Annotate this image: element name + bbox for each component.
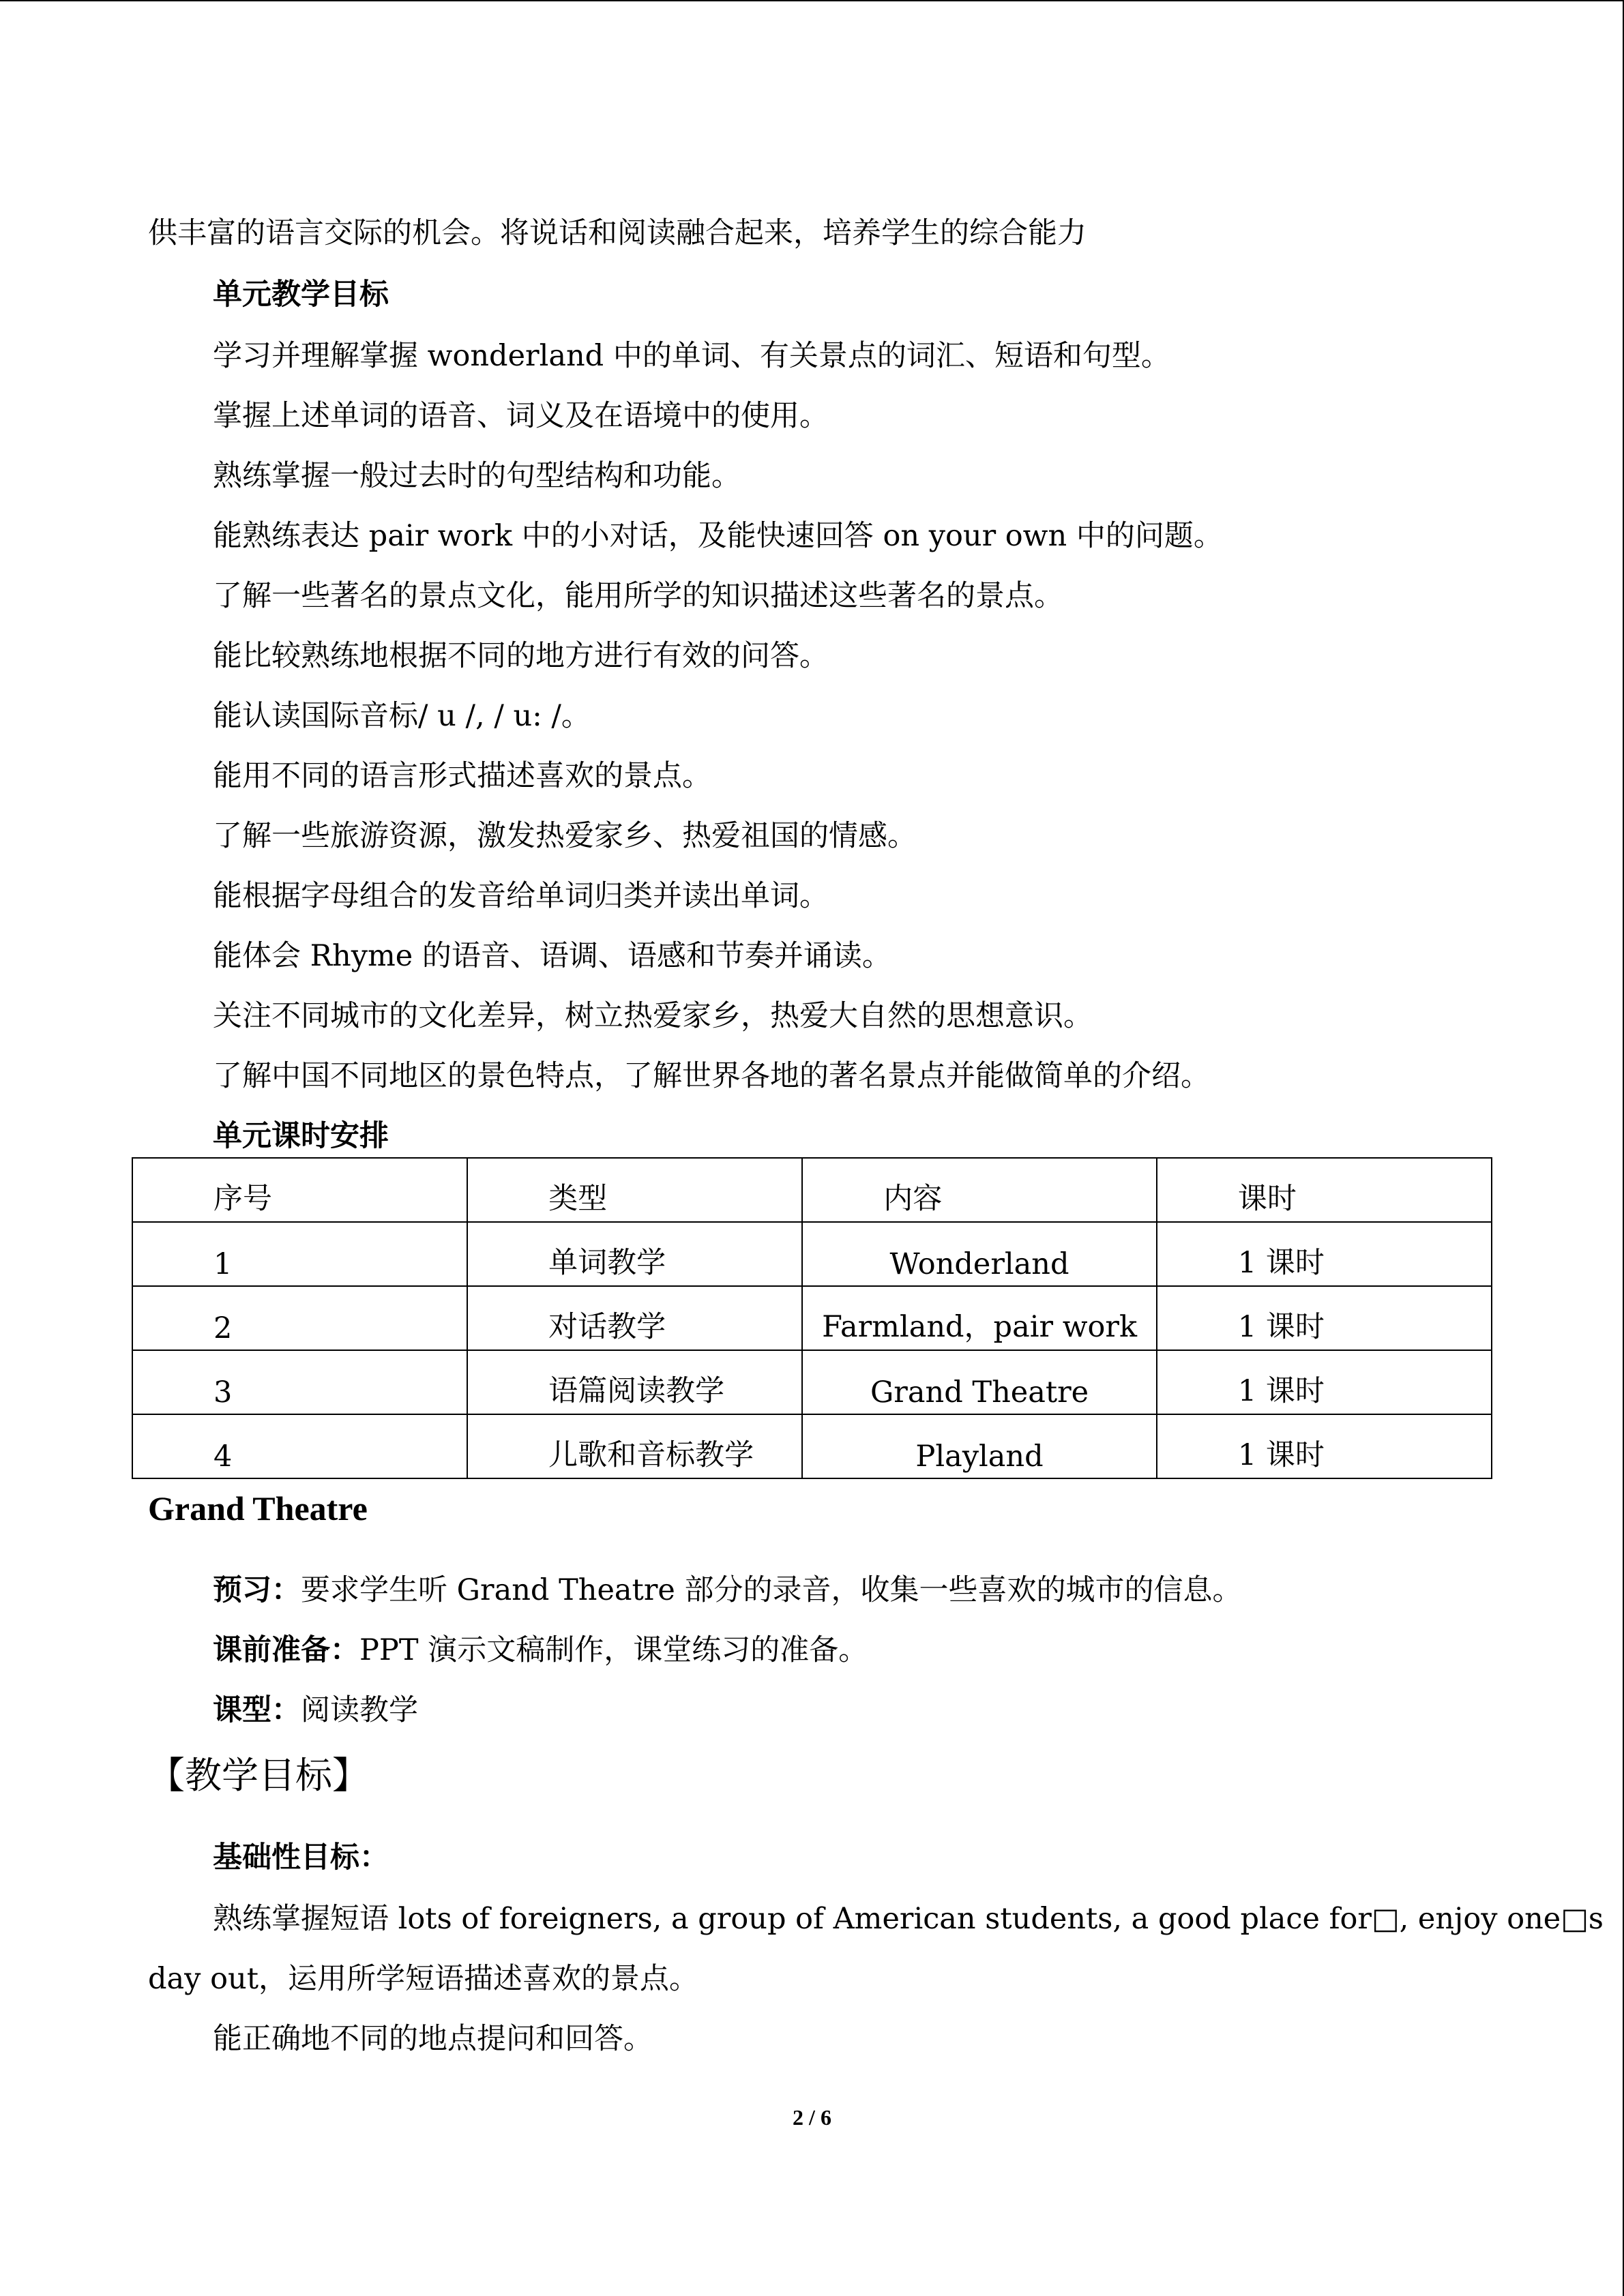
unit-goal-item: 能用不同的语言形式描述喜欢的景点。	[213, 759, 711, 793]
intro-tail: 供丰富的语言交际的机会。将说话和阅读融合起来，培养学生的综合能力	[148, 216, 1087, 250]
table-row	[132, 1286, 1492, 1350]
table-cell: Wonderland	[802, 1222, 1157, 1286]
table-cell: 1 课时	[1157, 1222, 1492, 1286]
preview-line	[213, 1570, 1242, 1611]
table-cell: 1 课时	[1157, 1286, 1492, 1350]
table-header-row	[132, 1158, 1492, 1222]
header-cell: 课时	[1157, 1158, 1492, 1222]
table-row	[132, 1414, 1492, 1478]
table-row	[132, 1222, 1492, 1286]
prep-label: 课前准备：	[213, 1633, 359, 1667]
type-label: 课型：	[213, 1693, 301, 1727]
unit-goal-item: 学习并理解掌握 wonderland 中的单词、有关景点的词汇、短语和句型。	[213, 339, 1170, 373]
table-cell: 4	[132, 1414, 467, 1478]
unit-goal-item: 了解一些旅游资源，激发热爱家乡、热爱祖国的情感。	[213, 819, 917, 853]
prep-line	[213, 1630, 868, 1671]
unit-goal-item: 能比较熟练地根据不同的地方进行有效的问答。	[213, 639, 829, 673]
objectives-heading: 【教学目标】	[148, 1754, 369, 1797]
preview-text: 要求学生听 Grand Theatre 部分的录音，收集一些喜欢的城市的信息。	[301, 1573, 1242, 1607]
unit-goal-item: 能体会 Rhyme 的语音、语调、语感和节奏并诵读。	[213, 939, 891, 973]
type-line	[213, 1690, 418, 1731]
header-cell: 内容	[802, 1158, 1157, 1222]
prep-text: PPT 演示文稿制作，课堂练习的准备。	[359, 1633, 868, 1667]
table-row	[132, 1350, 1492, 1414]
table-cell: 对话教学	[467, 1286, 802, 1350]
table-cell: 1 课时	[1157, 1350, 1492, 1414]
unit-goal-item: 熟练掌握一般过去时的句型结构和功能。	[213, 459, 741, 493]
table-cell: Farmland，pair work	[802, 1286, 1157, 1350]
preview-label: 预习：	[213, 1573, 301, 1607]
unit-goal-item: 了解中国不同地区的景色特点，了解世界各地的著名景点并能做简单的介绍。	[213, 1059, 1210, 1093]
header-cell: 序号	[132, 1158, 467, 1222]
table-cell: 语篇阅读教学	[467, 1350, 802, 1414]
table-cell: 1 课时	[1157, 1414, 1492, 1478]
header-cell: 类型	[467, 1158, 802, 1222]
type-text: 阅读教学	[301, 1693, 418, 1727]
unit-goal-item: 能根据字母组合的发音给单词归类并读出单词。	[213, 879, 829, 913]
table-cell: 儿歌和音标教学	[467, 1414, 802, 1478]
table-cell: Playland	[802, 1414, 1157, 1478]
lesson-title: Grand Theatre	[148, 1489, 368, 1527]
table-cell: 单词教学	[467, 1222, 802, 1286]
unit-goal-item: 了解一些著名的景点文化，能用所学的知识描述这些著名的景点。	[213, 579, 1063, 613]
unit-goals-heading: 单元教学目标	[213, 278, 389, 312]
unit-goal-item: 能熟练表达 pair work 中的小对话，及能快速回答 on your own 中的问题。	[213, 519, 1223, 553]
table-cell: Grand Theatre	[802, 1350, 1157, 1414]
unit-goal-item: 掌握上述单词的语音、词义及在语境中的使用。	[213, 399, 829, 433]
schedule-heading: 单元课时安排	[213, 1119, 389, 1153]
page-number: 2 / 6	[793, 2105, 831, 2130]
table-cell: 2	[132, 1286, 467, 1350]
unit-goal-item: 关注不同城市的文化差异，树立热爱家乡，热爱大自然的思想意识。	[213, 999, 1093, 1033]
basic-objectives-label: 基础性目标：	[213, 1840, 389, 1875]
objective-item: 能正确地不同的地点提问和回答。	[213, 2022, 653, 2056]
table-cell: 1	[132, 1222, 467, 1286]
objective-item-line2: day out，运用所学短语描述喜欢的景点。	[148, 1962, 698, 1996]
schedule-table	[132, 1157, 1492, 1479]
unit-goal-item: 能认读国际音标/ u /, / u: /。	[213, 699, 591, 733]
objective-item-line1: 熟练掌握短语 lots of foreigners, a group of American students, a good place for□, enjoy one□s	[213, 1902, 1604, 1936]
table-cell: 3	[132, 1350, 467, 1414]
